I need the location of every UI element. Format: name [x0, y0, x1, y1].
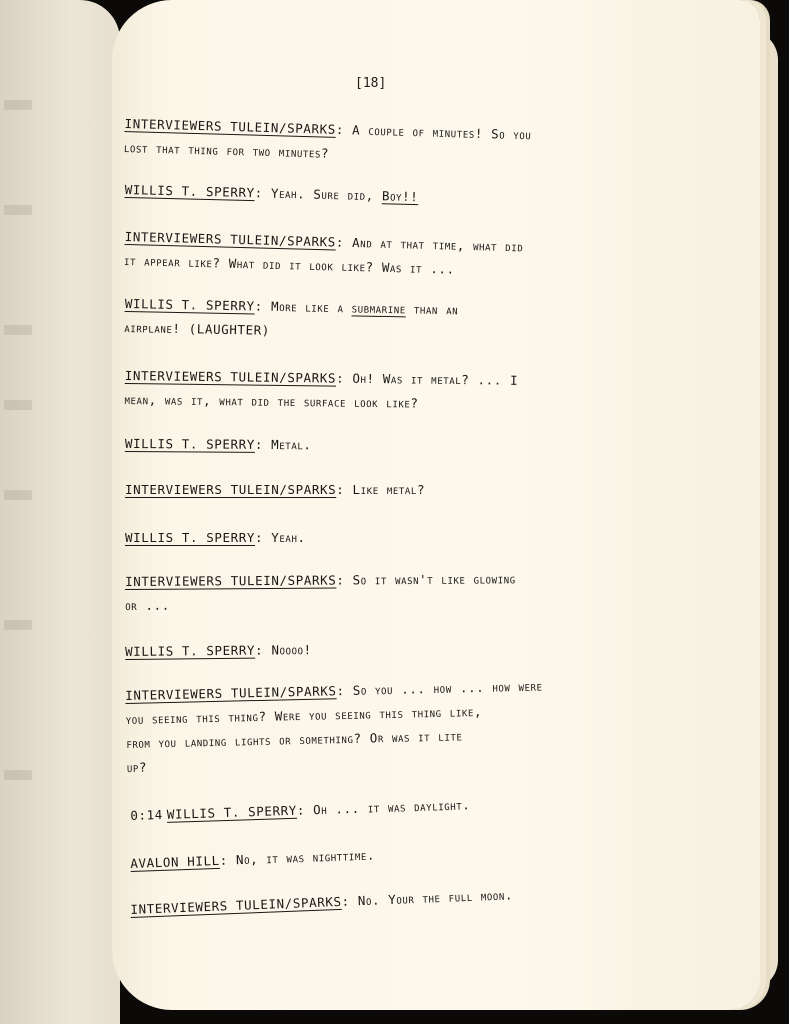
bleed-through-mark — [4, 620, 32, 630]
speaker-name: INTERVIEWERS TULEIN/SPARKS — [125, 572, 337, 589]
bleed-through-mark — [4, 770, 32, 780]
bleed-through-mark — [4, 205, 32, 215]
speaker-name: INTERVIEWERS TULEIN/SPARKS — [124, 367, 337, 386]
transcript-entry: INTERVIEWERS TULEIN/SPARKS: No. Your the full moon. — [130, 887, 514, 917]
speaker-name: WILLIS T. SPERRY — [124, 435, 255, 452]
dialogue-line: More like a — [270, 298, 352, 316]
bleed-through-mark — [4, 490, 32, 500]
transcript-entry: WILLIS T. SPERRY: Yeah. — [125, 530, 306, 545]
speaker-name: INTERVIEWERS TULEIN/SPARKS — [124, 228, 337, 250]
bleed-through-mark — [4, 325, 32, 335]
dialogue-line: So you ... how ... how were — [352, 678, 543, 698]
emphasized-word: submarine — [351, 300, 406, 317]
timestamp: 0:14 — [130, 806, 164, 823]
dialogue-line: So it wasn't like glowing — [352, 571, 516, 588]
transcript-entry: INTERVIEWERS TULEIN/SPARKS: So you ... how ... how were you seeing this thing? Were you seeing this thing like, from you landing lights or something? Or was it lite up? — [125, 678, 543, 775]
dialogue-line: up? — [126, 759, 148, 775]
speaker-name: WILLIS T. SPERRY — [125, 642, 256, 659]
transcript-entry: WILLIS T. SPERRY: More like a submarine than an airplane! (LAUGHTER) — [124, 295, 459, 338]
dialogue-line: lost that thing for two minutes? — [123, 139, 330, 161]
dialogue-line: Oh! Was it metal? ... I — [352, 370, 519, 388]
dialogue-line: A couple of minutes! So you — [351, 122, 532, 143]
speaker-name: WILLIS T. SPERRY — [124, 181, 255, 201]
dialogue-line: Oh ... it was daylight. — [312, 797, 471, 818]
dialogue-line: it appear like? What did it look like? Was it ... — [123, 252, 455, 277]
dialogue-line: mean, was it, what did the surface look like? — [124, 391, 419, 411]
transcript-entry: WILLIS T. SPERRY: Metal. — [124, 435, 312, 453]
speaker-name: INTERVIEWERS TULEIN/SPARKS — [130, 893, 342, 917]
transcript-entry: WILLIS T. SPERRY: Noooo! — [125, 642, 312, 659]
transcript-entry: INTERVIEWERS TULEIN/SPARKS: So it wasn't like glowing or ... — [125, 571, 516, 613]
left-page — [0, 0, 120, 1024]
speaker-name: INTERVIEWERS TULEIN/SPARKS — [125, 482, 337, 497]
dialogue-line: from you landing lights or something? Or was it lite — [126, 728, 463, 751]
speaker-name: INTERVIEWERS TULEIN/SPARKS — [124, 115, 337, 137]
dialogue-line: No, it was nighttime. — [235, 847, 376, 868]
dialogue-line: No. Your the full moon. — [357, 887, 514, 909]
speaker-name: INTERVIEWERS TULEIN/SPARKS — [125, 683, 337, 703]
speaker-name: AVALON HILL — [130, 852, 220, 871]
speaker-name: WILLIS T. SPERRY — [166, 802, 298, 822]
dialogue-line: or ... — [125, 597, 170, 613]
transcript-entry: 0:14 WILLIS T. SPERRY: Oh ... it was daylight. — [130, 797, 471, 823]
transcript-entry: INTERVIEWERS TULEIN/SPARKS: A couple of minutes! So you lost that thing for two minutes? — [123, 115, 532, 161]
dialogue-line: Yeah. Sure did, — [270, 185, 383, 204]
dialogue-line: than an — [405, 301, 459, 318]
dialogue-line: Metal. — [271, 437, 312, 453]
dialogue-line: Like metal? — [352, 482, 426, 497]
bleed-through-mark — [4, 400, 32, 410]
speaker-name: WILLIS T. SPERRY — [125, 530, 256, 545]
emphasized-word: Boy!! — [381, 188, 419, 205]
transcript-entry: WILLIS T. SPERRY: Yeah. Sure did, Boy!! — [124, 181, 419, 205]
transcript-entry: INTERVIEWERS TULEIN/SPARKS: Like metal? — [125, 482, 426, 497]
transcript-entry: AVALON HILL: No, it was nighttime. — [130, 847, 376, 871]
dialogue-line: And at that time, what did — [351, 234, 524, 255]
dialogue-line: Noooo! — [271, 642, 312, 658]
page-number: [18] — [355, 76, 387, 91]
transcript-entry: INTERVIEWERS TULEIN/SPARKS: And at that time, what did it appear like? What did it look like? Was it ... — [123, 228, 524, 277]
speaker-name: WILLIS T. SPERRY — [124, 295, 255, 314]
bleed-through-mark — [4, 100, 32, 110]
transcript-entry: INTERVIEWERS TULEIN/SPARKS: Oh! Was it metal? ... I mean, was it, what did the surface look like? — [124, 367, 519, 411]
dialogue-line: you seeing this thing? Were you seeing this thing like, — [125, 703, 483, 727]
dialogue-line: Yeah. — [271, 530, 306, 545]
dialogue-line: airplane! (LAUGHTER) — [124, 319, 271, 338]
